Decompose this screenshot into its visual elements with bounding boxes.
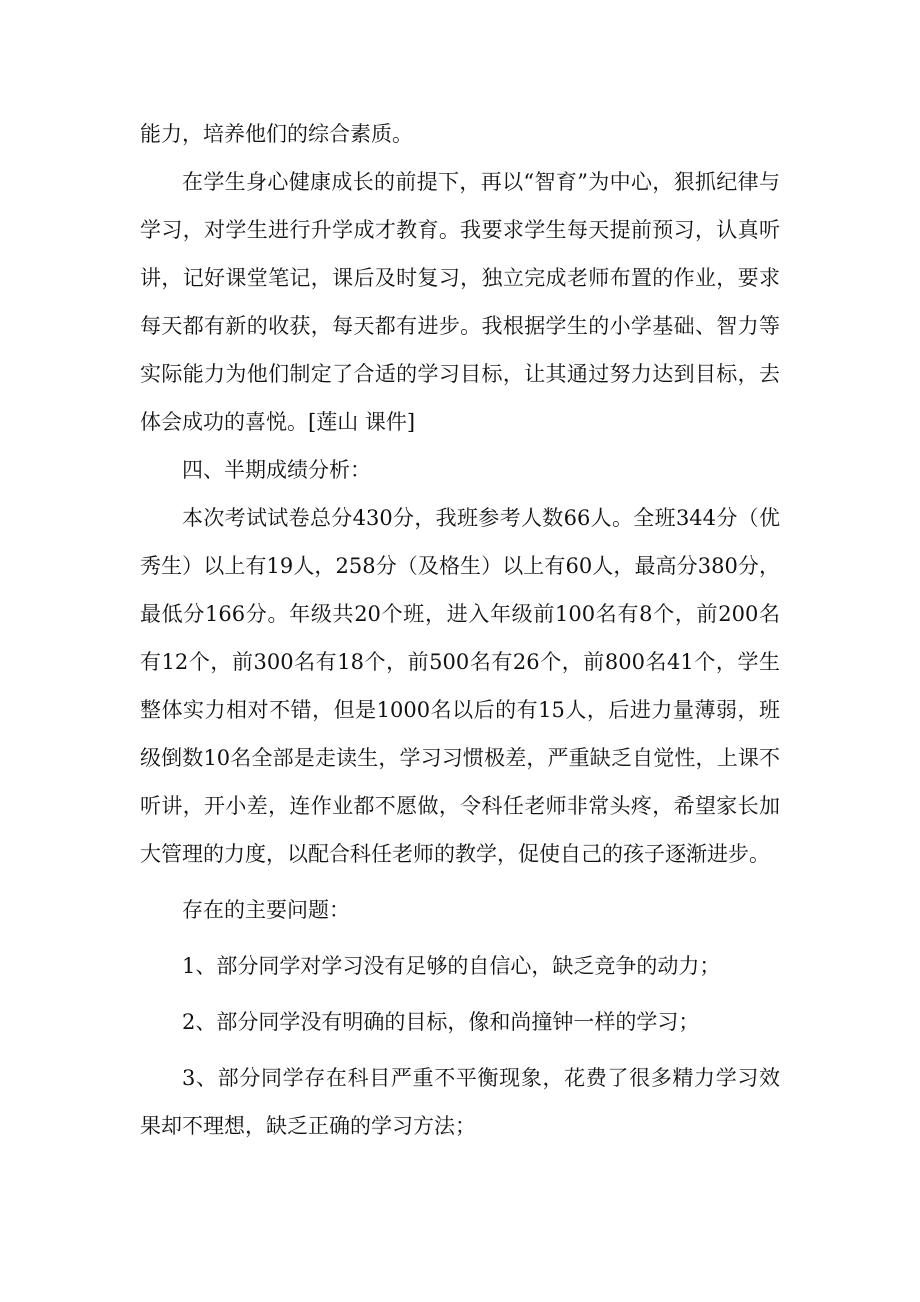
list-item-problem-1: 1、部分同学对学习没有足够的自信心，缺乏竞争的动力； (182, 954, 721, 978)
document-body (140, 110, 780, 1150)
section-heading-main-problems: 存在的主要问题： (182, 898, 350, 922)
list-item-problem-3: 3、部分同学存在科目严重不平衡现象，花费了很多精力学习效果却不理想，缺乏正确的学习方法； (140, 1066, 780, 1138)
section-heading-midterm-analysis: 四、半期成绩分析： (182, 458, 371, 482)
list-item-problem-2: 2、部分同学没有明确的目标，像和尚撞钟一样的学习； (182, 1010, 700, 1034)
paragraph-score-analysis: 本次考试试卷总分430分，我班参考人数66人。全班344分（优秀生）以上有19人，258分（及格生）以上有60人，最高分380分，最低分166分。年级共20个班，进入年级前100名有8个，前200名有12个，前300名有18个，前500名有26个，前800名41个，学生整体实力相对不错，但是1000名以后的有15人，后进力量薄弱，班级倒数10名全部是走读生，学习习惯极差，严重缺乏自觉性，上课不听讲，开小差，连作业都不愿做，令科任老师非常头疼，希望家长加大管理的力度，以配合科任老师的教学，促使自己的孩子逐渐进步。 (140, 506, 780, 866)
paragraph-moral-education: 在学生身心健康成长的前提下，再以“智育”为中心，狠抓纪律与学习，对学生进行升学成才教育。我要求学生每天提前预习，认真听讲，记好课堂笔记，课后及时复习，独立完成老师布置的作业，要求每天都有新的收获，每天都有进步。我根据学生的小学基础、智力等实际能力为他们制定了合适的学习目标，让其通过努力达到目标，去体会成功的喜悦。[莲山 课件] (140, 170, 780, 434)
paragraph-continuation: 能力，培养他们的综合素质。 (140, 122, 413, 146)
